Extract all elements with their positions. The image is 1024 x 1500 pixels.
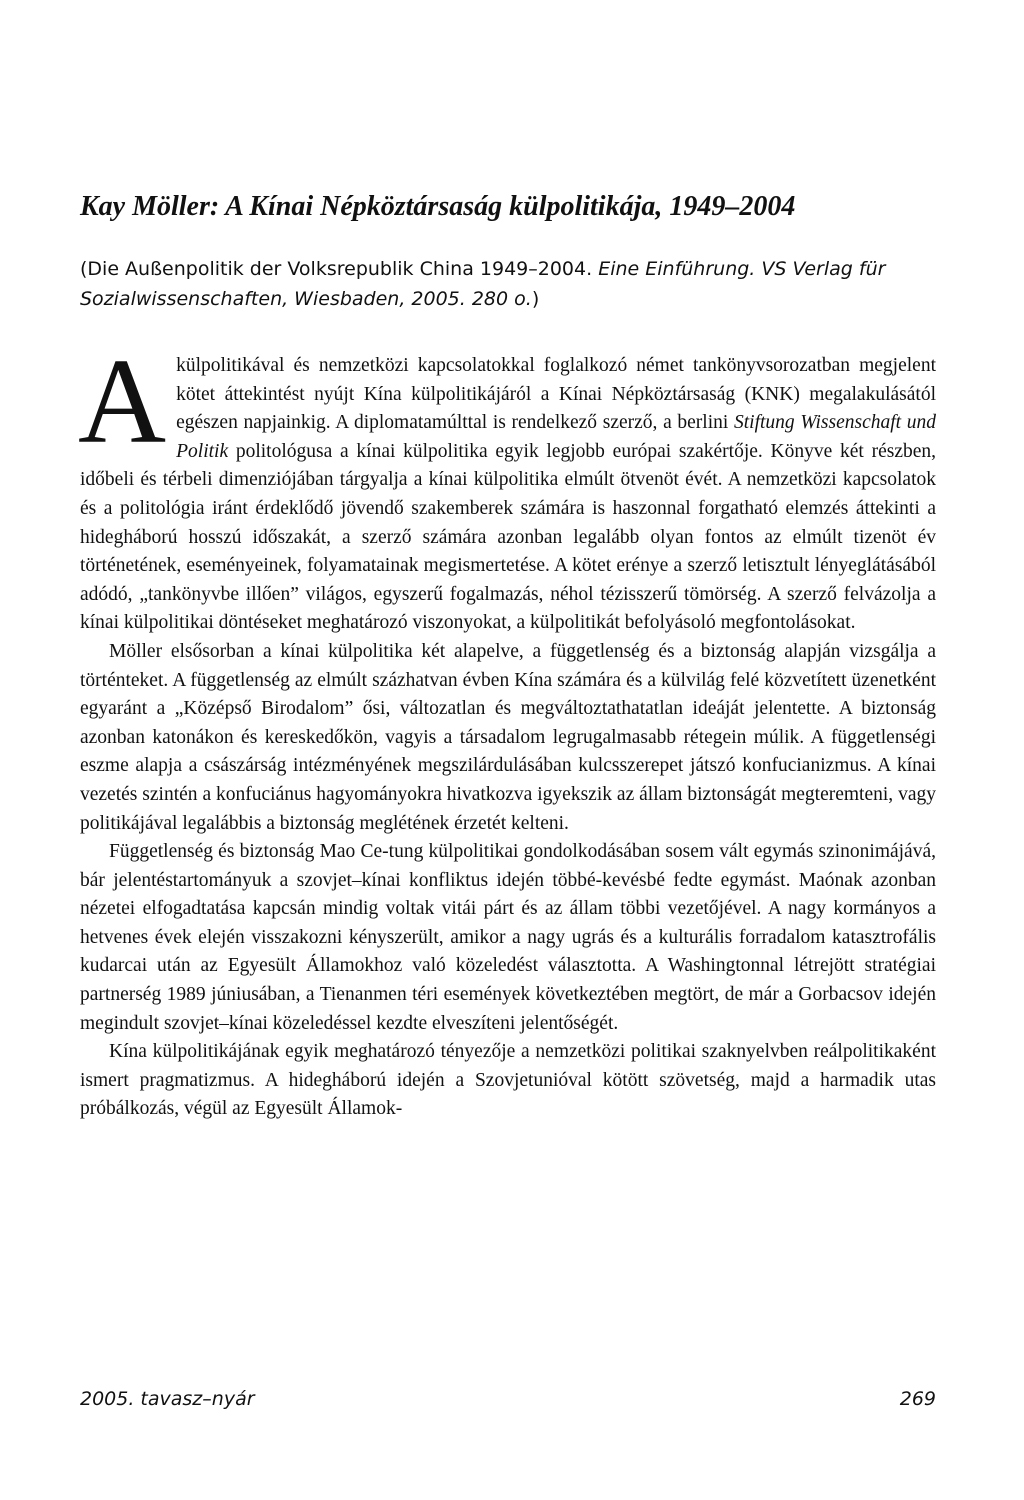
source-close: ) bbox=[531, 288, 540, 310]
book-source bbox=[80, 254, 936, 314]
paragraph: Függetlenség és biztonság Mao Ce-tung külpolitikai gondolkodásában sosem vált egymás szinonimájává, bár jelentéstartományuk a szovjet–kínai konfliktus idején többé-kevésbé fedte egymást. Maónak azonban nézetei elfogadtatása kapcsán mindig voltak vitái párt és az állam többi vezetőjével. A nagy kormányos a hetvenes évek elején visszakozni kényszerült, amikor a nagy ugrás és a kulturális forradalom katasztrofális kudarcai után az Egyesült Államokhoz való közeledést választotta. A Washingtonnal létrejött stratégiai partnerség 1989 júniusában, a Tienanmen téri események következtében megtört, de már a Gorbacsov idején megindult szovjet–kínai közeledéssel kezdte elveszíteni jelentőségét. bbox=[80, 841, 936, 1034]
paragraph-text: politológusa a kínai külpolitika egyik legjobb európai szakértője. Könyve két részben, időbeli és térbeli dimenziójában tárgyalja a kínai külpolitika elmúlt ötvenöt évét. A nemzetközi kapcsolatok és a politológia iránt érdeklődő jövendő szakemberek számára is haszonnal forgatható elemzés áttekinti a hidegháború hosszú időszakát, a szerző számára azonban legalább olyan fontos az elmúlt tizenöt év történetének, eseményeinek, folyamatainak megismertetése. A kötet erénye a szerző letisztult lényeglátásából adódó, „tankönyvbe illően” világos, egyszerű fogalmazás, néhol tézisszerű tömörség. A szerző felvázolja a kínai külpolitikai döntéseket meghatározó viszonyokat, a külpolitikát befolyásoló megfontolásokat. bbox=[80, 440, 936, 634]
article-body bbox=[78, 334, 936, 1124]
article-title: Kay Möller: A Kínai Népköztársaság külpolitikája, 1949–2004 bbox=[80, 191, 796, 222]
journal-issue: 2005. tavasz–nyár bbox=[80, 1388, 255, 1410]
paragraph: Möller elsősorban a kínai külpolitika két alapelve, a függetlenség és a biztonság alapján vizsgálja a történteket. A függetlenség az elmúlt százhatvan évben Kína számára és a külvilág felé közvetített üzenetként egyaránt a „Középső Birodalom” ősi, változatlan és megváltoztathatatlan ideáját jelentette. A biztonság azonban katonákon és kereskedőkön, vagyis a társadalom legrugalmasabb rétegein múlik. A függetlenségi eszme alapja a császárság intézményének megszilárdulásában kulcsszerepet játszó konfucianizmus. A kínai vezetés szintén a konfuciánus hagyományokra hivatkozva igyekszik az állam biztonságát megteremteni, vagy politikájával legalábbis a biztonság meglétének érzetét kelteni. bbox=[80, 640, 936, 834]
paragraph-text: külpolitikával és nemzetközi kapcsolatokkal foglalkozó német tankönyvsorozatban megjelent kötet áttekintést nyújt Kína külpolitikájáról a Kínai Népköztársaság (KNK) megalakulásától egészen napjainkig. A diplomatamúlttal is rendelkező szerző, a berlini bbox=[176, 355, 936, 434]
article bbox=[80, 190, 936, 1124]
drop-cap: A bbox=[78, 334, 167, 469]
source-original-title: (Die Außenpolitik der Volksrepublik China 1949–2004. bbox=[80, 258, 599, 280]
page-footer bbox=[80, 1388, 936, 1410]
source-publisher: Eine Einführung. VS Verlag für Sozialwissenschaften, Wiesbaden, 2005. 280 o. bbox=[80, 258, 886, 310]
paragraph: Kína külpolitikájának egyik meghatározó tényezője a nemzetközi politikai szaknyelvben reálpolitikaként ismert pragmatizmus. A hidegháború idején a Szovjetunióval kötött szövetség, majd a harmadik utas próbálkozás, végül az Egyesült Államok- bbox=[80, 1041, 936, 1120]
paragraph bbox=[78, 334, 936, 638]
page-number: 269 bbox=[899, 1388, 936, 1410]
institution-name: Stiftung Wissenschaft und Politik bbox=[176, 412, 936, 462]
